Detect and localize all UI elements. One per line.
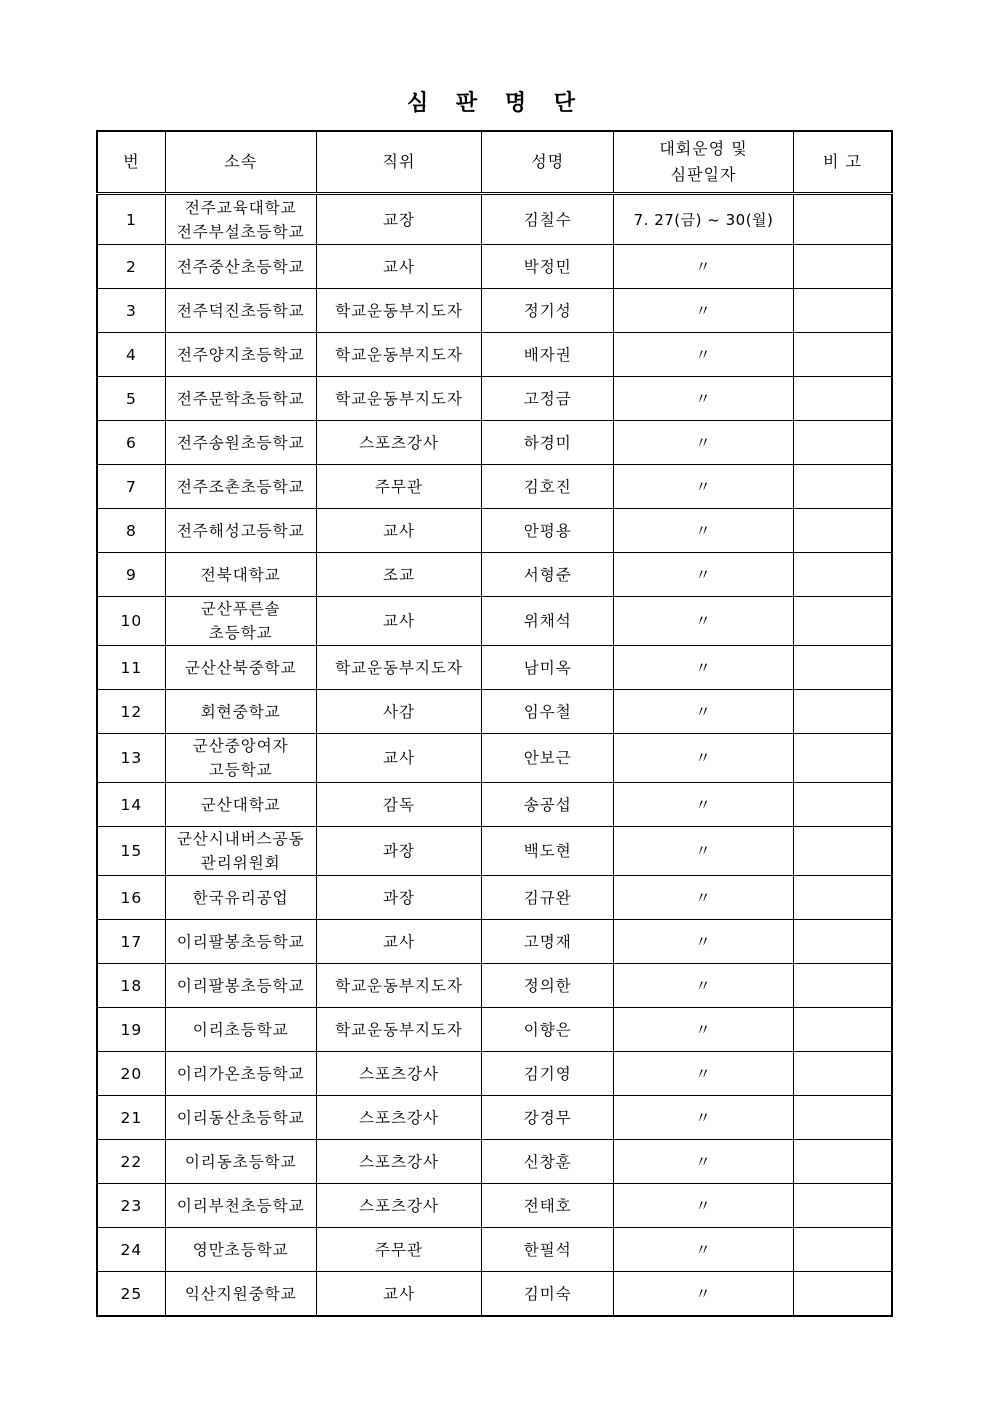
row-affiliation: [165, 964, 316, 1008]
row-name: 배자권: [482, 333, 614, 377]
row-name: 김기영: [482, 1052, 614, 1096]
row-name: 신창훈: [482, 1140, 614, 1184]
affiliation-line: 관리위원회: [200, 854, 281, 872]
table-row: [97, 1096, 892, 1140]
row-date: 〃: [614, 734, 794, 783]
row-name: 강경무: [482, 1096, 614, 1140]
row-date: 〃: [614, 1008, 794, 1052]
row-date: 〃: [614, 1228, 794, 1272]
row-number: 4: [97, 333, 165, 377]
table-row: [97, 734, 892, 783]
row-position: 교사: [316, 1272, 482, 1317]
row-number: 19: [97, 1008, 165, 1052]
row-affiliation: [165, 690, 316, 734]
row-affiliation: [165, 734, 316, 783]
row-name: 김규완: [482, 876, 614, 920]
row-number: 2: [97, 245, 165, 289]
row-name: 백도현: [482, 827, 614, 876]
row-note: [793, 1052, 892, 1096]
row-name: 고정금: [482, 377, 614, 421]
row-date: 7. 27(금) ~ 30(월): [614, 194, 794, 245]
row-name: 한필석: [482, 1228, 614, 1272]
row-note: [793, 690, 892, 734]
row-note: [793, 1272, 892, 1317]
row-name: 김미숙: [482, 1272, 614, 1317]
row-note: [793, 783, 892, 827]
row-affiliation: [165, 597, 316, 646]
row-number: 15: [97, 827, 165, 876]
affiliation-line: 고등학교: [208, 761, 273, 779]
row-name: 남미옥: [482, 646, 614, 690]
row-position: 과장: [316, 827, 482, 876]
affiliation-line: 군산시내버스공동: [176, 830, 305, 848]
affiliation-line: 이리팔봉초등학교: [176, 976, 305, 995]
row-note: [793, 734, 892, 783]
row-number: 6: [97, 421, 165, 465]
table-row: [97, 876, 892, 920]
table-row: [97, 827, 892, 876]
row-note: [793, 1228, 892, 1272]
row-name: 김칠수: [482, 194, 614, 245]
row-affiliation: [165, 876, 316, 920]
header-position: 직위: [316, 131, 482, 194]
affiliation-line: 전주중산초등학교: [176, 257, 305, 276]
affiliation-line: 전주해성고등학교: [176, 521, 305, 540]
row-date: 〃: [614, 783, 794, 827]
row-affiliation: [165, 465, 316, 509]
table-row: [97, 194, 892, 245]
row-date: 〃: [614, 646, 794, 690]
row-affiliation: [165, 1140, 316, 1184]
row-date: 〃: [614, 1184, 794, 1228]
header-date-line1: 대회운영 및: [659, 139, 748, 158]
row-affiliation: [165, 421, 316, 465]
row-number: 13: [97, 734, 165, 783]
table-row: [97, 783, 892, 827]
row-date: 〃: [614, 920, 794, 964]
table-body: [97, 194, 892, 1317]
table-row: [97, 333, 892, 377]
row-position: 주무관: [316, 465, 482, 509]
row-affiliation: [165, 1008, 316, 1052]
affiliation-line: 이리동초등학교: [184, 1152, 297, 1171]
row-position: 스포츠강사: [316, 1140, 482, 1184]
affiliation-line: 전주덕진초등학교: [176, 301, 305, 320]
row-date: 〃: [614, 421, 794, 465]
row-position: 스포츠강사: [316, 1052, 482, 1096]
affiliation-line: 이리부천초등학교: [176, 1196, 305, 1215]
row-note: [793, 245, 892, 289]
row-number: 1: [97, 194, 165, 245]
table-row: [97, 553, 892, 597]
row-note: [793, 920, 892, 964]
row-note: [793, 597, 892, 646]
affiliation-line: 이리가온초등학교: [176, 1064, 305, 1083]
row-note: [793, 421, 892, 465]
header-note: 비 고: [793, 131, 892, 194]
row-number: 20: [97, 1052, 165, 1096]
row-position: 과장: [316, 876, 482, 920]
row-name: 안보근: [482, 734, 614, 783]
row-position: 학교운동부지도자: [316, 1008, 482, 1052]
row-note: [793, 553, 892, 597]
table-row: [97, 964, 892, 1008]
row-name: 전태호: [482, 1184, 614, 1228]
row-position: 조교: [316, 553, 482, 597]
affiliation-line: 초등학교: [208, 624, 273, 642]
affiliation-line: 전주교육대학교: [184, 198, 297, 217]
row-number: 8: [97, 509, 165, 553]
row-date: 〃: [614, 377, 794, 421]
row-date: 〃: [614, 509, 794, 553]
row-note: [793, 1140, 892, 1184]
row-position: 학교운동부지도자: [316, 964, 482, 1008]
table-row: [97, 1052, 892, 1096]
row-date: 〃: [614, 553, 794, 597]
row-date: 〃: [614, 465, 794, 509]
row-number: 22: [97, 1140, 165, 1184]
table-row: [97, 421, 892, 465]
row-position: 사감: [316, 690, 482, 734]
row-note: [793, 1184, 892, 1228]
affiliation-line: 전주조촌초등학교: [176, 477, 305, 496]
row-affiliation: [165, 377, 316, 421]
table-row: [97, 1228, 892, 1272]
row-number: 12: [97, 690, 165, 734]
referee-table: [96, 130, 893, 1317]
row-position: 스포츠강사: [316, 421, 482, 465]
row-affiliation: [165, 333, 316, 377]
affiliation-line: 이리초등학교: [192, 1020, 289, 1039]
row-note: [793, 289, 892, 333]
page-title: 심 판 명 단: [407, 91, 585, 116]
row-affiliation: [165, 646, 316, 690]
row-number: 7: [97, 465, 165, 509]
affiliation-line: 회현중학교: [200, 702, 281, 721]
header-date: [614, 131, 794, 194]
row-note: [793, 827, 892, 876]
row-affiliation: [165, 1052, 316, 1096]
row-position: 주무관: [316, 1228, 482, 1272]
table-row: [97, 289, 892, 333]
affiliation-line: 영만초등학교: [192, 1240, 289, 1259]
row-note: [793, 465, 892, 509]
row-position: 스포츠강사: [316, 1184, 482, 1228]
row-number: 11: [97, 646, 165, 690]
affiliation-line: 전주부설초등학교: [176, 222, 305, 241]
header-name: 성명: [482, 131, 614, 194]
affiliation-line: 군산푸른솔: [200, 600, 281, 618]
table-row: [97, 377, 892, 421]
row-position: 학교운동부지도자: [316, 333, 482, 377]
affiliation-line: 전주양지초등학교: [176, 345, 305, 364]
header-no: 번: [97, 131, 165, 194]
row-position: 학교운동부지도자: [316, 646, 482, 690]
table-row: [97, 1008, 892, 1052]
affiliation-line: 군산중앙여자: [192, 737, 289, 755]
row-position: 교사: [316, 509, 482, 553]
row-name: 임우철: [482, 690, 614, 734]
affiliation-line: 전주문학초등학교: [176, 389, 305, 408]
row-number: 24: [97, 1228, 165, 1272]
row-date: 〃: [614, 827, 794, 876]
row-position: 학교운동부지도자: [316, 377, 482, 421]
row-note: [793, 964, 892, 1008]
affiliation-line: 이리팔봉초등학교: [176, 932, 305, 951]
affiliation-line: 전북대학교: [200, 565, 281, 584]
row-number: 10: [97, 597, 165, 646]
row-name: 안평용: [482, 509, 614, 553]
table-row: [97, 646, 892, 690]
row-affiliation: [165, 194, 316, 245]
row-name: 정의한: [482, 964, 614, 1008]
row-affiliation: [165, 1272, 316, 1317]
row-affiliation: [165, 553, 316, 597]
affiliation-line: 군산산북중학교: [184, 658, 297, 677]
row-name: 박정민: [482, 245, 614, 289]
row-date: 〃: [614, 690, 794, 734]
header-affiliation: 소속: [165, 131, 316, 194]
row-date: 〃: [614, 964, 794, 1008]
row-number: 3: [97, 289, 165, 333]
row-note: [793, 876, 892, 920]
row-affiliation: [165, 920, 316, 964]
row-name: 이향은: [482, 1008, 614, 1052]
row-number: 14: [97, 783, 165, 827]
row-affiliation: [165, 1184, 316, 1228]
row-name: 위채석: [482, 597, 614, 646]
row-position: 교사: [316, 597, 482, 646]
row-name: 고명재: [482, 920, 614, 964]
header-date-line2: 심판일자: [670, 165, 737, 184]
row-number: 23: [97, 1184, 165, 1228]
row-date: 〃: [614, 289, 794, 333]
row-note: [793, 333, 892, 377]
row-affiliation: [165, 245, 316, 289]
row-note: [793, 1096, 892, 1140]
row-affiliation: [165, 1228, 316, 1272]
affiliation-line: 이리동산초등학교: [176, 1108, 305, 1127]
row-affiliation: [165, 783, 316, 827]
row-note: [793, 646, 892, 690]
affiliation-line: 한국유리공업: [192, 888, 289, 907]
row-date: 〃: [614, 1096, 794, 1140]
row-number: 21: [97, 1096, 165, 1140]
row-affiliation: [165, 289, 316, 333]
row-name: 하경미: [482, 421, 614, 465]
row-date: 〃: [614, 1272, 794, 1317]
row-name: 서형준: [482, 553, 614, 597]
row-date: 〃: [614, 333, 794, 377]
table-row: [97, 1184, 892, 1228]
table-row: [97, 690, 892, 734]
affiliation-line: 군산대학교: [200, 795, 281, 814]
row-position: 학교운동부지도자: [316, 289, 482, 333]
table-row: [97, 509, 892, 553]
row-date: 〃: [614, 597, 794, 646]
row-position: 교사: [316, 734, 482, 783]
row-position: 스포츠강사: [316, 1096, 482, 1140]
row-affiliation: [165, 1096, 316, 1140]
row-position: 교장: [316, 194, 482, 245]
row-number: 18: [97, 964, 165, 1008]
row-note: [793, 377, 892, 421]
row-date: 〃: [614, 876, 794, 920]
table-row: [97, 245, 892, 289]
row-number: 25: [97, 1272, 165, 1317]
table-header: [97, 131, 892, 194]
affiliation-line: 전주송원초등학교: [176, 433, 305, 452]
row-number: 17: [97, 920, 165, 964]
row-position: 교사: [316, 245, 482, 289]
row-affiliation: [165, 827, 316, 876]
table-row: [97, 920, 892, 964]
row-name: 정기성: [482, 289, 614, 333]
row-name: 김호진: [482, 465, 614, 509]
row-number: 9: [97, 553, 165, 597]
row-affiliation: [165, 509, 316, 553]
row-date: 〃: [614, 1052, 794, 1096]
row-note: [793, 194, 892, 245]
table-row: [97, 1272, 892, 1317]
row-number: 16: [97, 876, 165, 920]
row-date: 〃: [614, 245, 794, 289]
row-note: [793, 509, 892, 553]
row-note: [793, 1008, 892, 1052]
table-row: [97, 597, 892, 646]
row-position: 감독: [316, 783, 482, 827]
row-name: 송공섭: [482, 783, 614, 827]
affiliation-line: 익산지원중학교: [184, 1284, 297, 1303]
row-date: 〃: [614, 1140, 794, 1184]
table-row: [97, 1140, 892, 1184]
row-position: 교사: [316, 920, 482, 964]
row-number: 5: [97, 377, 165, 421]
table-row: [97, 465, 892, 509]
